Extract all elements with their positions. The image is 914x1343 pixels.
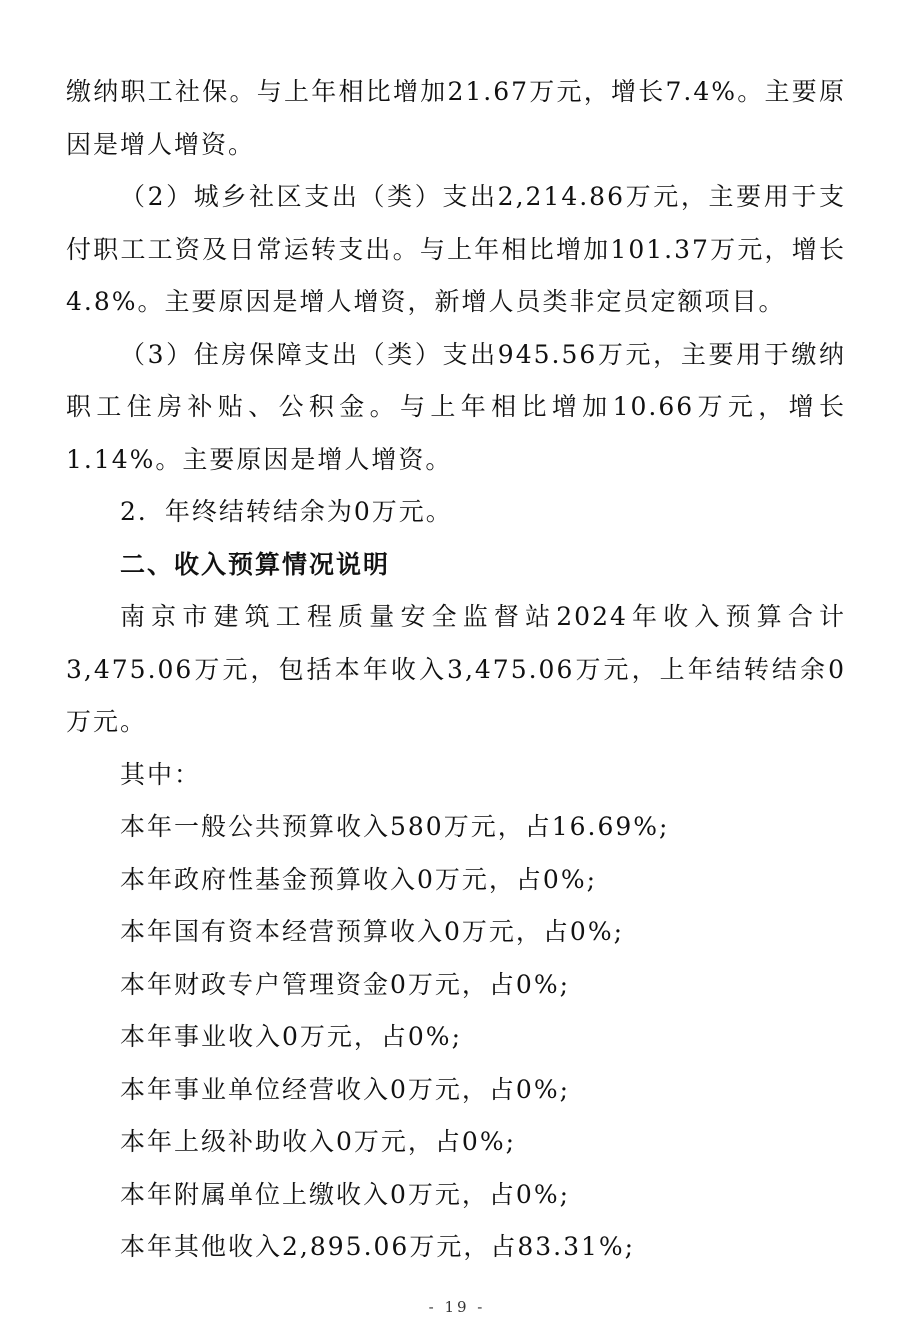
income-item-other-income: 本年其他收入2,895.06万元，占83.31%; — [120, 1232, 636, 1261]
paragraph-social-security-continued: 缴纳职工社保。与上年相比增加21.67万元，增长7.4%。主要原因是增人增资。 — [66, 77, 846, 159]
page-number: - 19 - — [428, 1298, 486, 1316]
income-item-operating-income: 本年事业单位经营收入0万元，占0%; — [120, 1074, 570, 1104]
income-item-superior-subsidy: 本年上级补助收入0万元，占0%; — [120, 1127, 516, 1156]
paragraph-housing-security: （3）住房保障支出（类）支出945.56万元，主要用于缴纳职工住房补贴、公积金。与上年相比增加10.66万元，增长1.14%。主要原因是增人增资。 — [66, 339, 846, 474]
paragraph-among-which: 其中： — [120, 759, 202, 789]
income-item-state-capital: 本年国有资本经营预算收入0万元，占0%; — [120, 917, 624, 946]
income-item-government-fund: 本年政府性基金预算收入0万元，占0%; — [120, 864, 597, 894]
income-item-general-public-budget: 本年一般公共预算收入580万元，占16.69%; — [120, 812, 670, 841]
paragraph-year-end-balance: 2．年终结转结余为0万元。 — [120, 497, 453, 526]
income-item-business-income: 本年事业收入0万元，占0%; — [120, 1022, 462, 1051]
income-item-special-account: 本年财政专户管理资金0万元，占0%; — [120, 969, 570, 999]
paragraph-income-total: 南京市建筑工程质量安全监督站2024年收入预算合计3,475.06万元，包括本年收入3,475.06万元，上年结转结余0万元。 — [66, 602, 846, 736]
income-item-subsidiary-remittance: 本年附属单位上缴收入0万元，占0%; — [120, 1179, 570, 1209]
paragraph-urban-rural-community: （2）城乡社区支出（类）支出2,214.86万元，主要用于支付职工工资及日常运转支出。与上年相比增加101.37万元，增长4.8%。主要原因是增人增资，新增人员类非定员定额项目。 — [66, 182, 846, 316]
section-heading-income-budget: 二、收入预算情况说明 — [120, 549, 391, 579]
document-body — [66, 66, 846, 1274]
